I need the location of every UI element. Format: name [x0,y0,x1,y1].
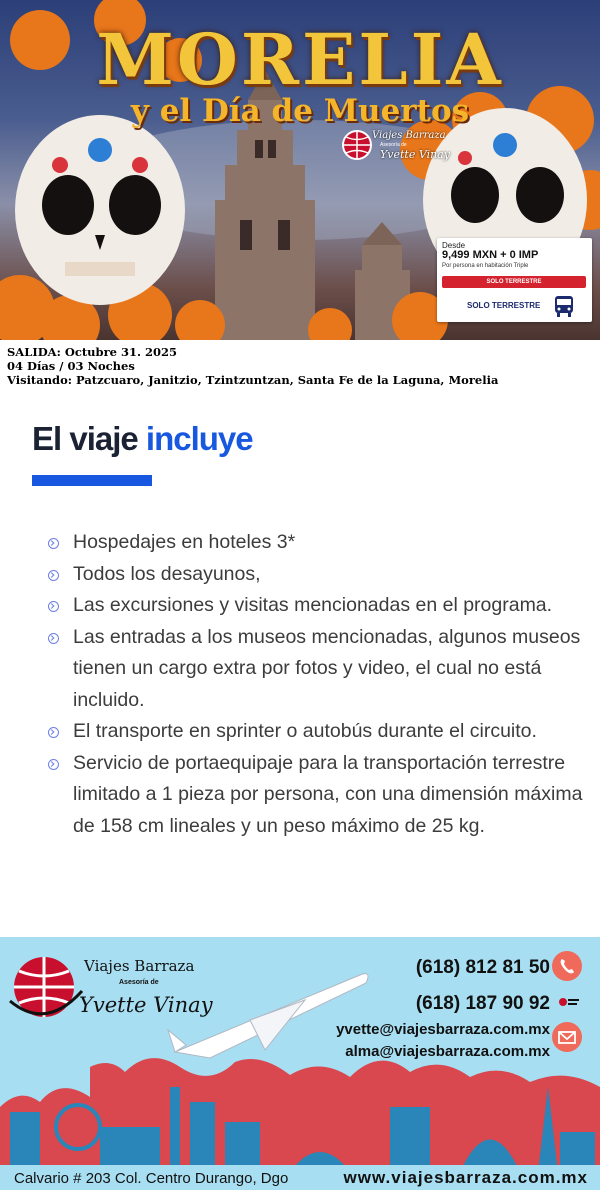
price-per-person: Por persona en habitación Triple [442,263,529,269]
mail-icon[interactable] [552,1022,582,1052]
list-item-text: Las excursiones y visitas mencionadas en el programa. [73,594,553,616]
hero-logo-sub: Asesoría de [380,142,407,148]
hero-subtitle: y el Día de Muertos [130,93,470,129]
chevron-bullet-icon [48,538,59,549]
footer-logo-name: Yvette Vinay [79,993,213,1017]
list-item [48,716,588,748]
list-item [48,590,588,622]
solo-terrestre-label: SOLO TERRESTRE [467,301,541,310]
includes-heading-part2: incluye [145,420,253,457]
chevron-bullet-icon [48,633,59,644]
phone-number-1[interactable]: (618) 812 81 50 [415,957,550,978]
hero-title: MORELIA [96,18,504,101]
globe-logo-icon [6,951,86,1031]
left-skull-illustration [15,115,185,305]
chevron-bullet-icon [48,570,59,581]
hero-banner [0,0,600,340]
chevron-bullet-icon [48,727,59,738]
footer-contact-banner [0,937,600,1190]
visiting-places: Visitando: Patzcuaro, Janitzio, Tzintzuntzan, Santa Fe de la Laguna, Morelia [7,373,499,387]
list-item-text: Hospedajes en hoteles 3* [73,531,296,553]
chevron-bullet-icon [48,601,59,612]
phone-number-2[interactable]: (618) 187 90 92 [415,993,550,1014]
price-card [437,238,592,322]
globe-logo-icon [340,128,374,162]
list-item-text: El transporte en sprinter o autobús durante el circuito. [73,720,537,742]
heading-underline [32,475,152,486]
phone-icon[interactable] [552,951,582,981]
includes-list [48,527,588,842]
departure-date: SALIDA: Octubre 31. 2025 [7,345,177,359]
trip-info [7,345,597,387]
hero-agency-logo [340,128,450,164]
hero-logo-brand: Viajes Barraza [372,130,446,141]
trip-duration: 04 Días / 03 Noches [7,359,135,373]
solo-terrestre-badge: SOLO TERRESTRE [442,276,586,288]
list-item [48,527,588,559]
list-item [48,748,588,843]
website-link[interactable]: www.viajesbarraza.com.mx [343,1168,588,1187]
footer-logo-brand: Viajes Barraza [84,957,195,975]
list-item [48,622,588,717]
chevron-bullet-icon [48,759,59,770]
email-1[interactable]: yvette@viajesbarraza.com.mx [336,1021,550,1038]
globe-logo-icon [558,995,580,1009]
price-desde-label: Desde [442,241,466,250]
list-item-text: Todos los desayunos, [73,562,261,585]
includes-heading [32,420,253,458]
list-item [48,559,588,591]
footer-address: Calvario # 203 Col. Centro Durango, Dgo [14,1170,289,1187]
list-item-text: Servicio de portaequipaje para la transportación terrestre limitado a 1 pieza por persona, con una dimensión máxima de 158 cm lineales y un peso máximo de 25 kg. [73,751,583,837]
price-amount: 9,499 MXN + 0 IMP [442,249,539,261]
includes-heading-part1: El viaje [32,420,138,457]
hero-logo-name: Yvette Vinay [380,148,450,161]
bus-icon [553,294,575,318]
list-item-text: Las entradas a los museos mencionadas, algunos museos tienen un cargo extra por fotos y video, el cual no está incluido. [73,625,581,711]
footer-logo-sub: Asesoría de [119,979,159,986]
footer-agency-logo [6,951,213,1031]
email-2[interactable]: alma@viajesbarraza.com.mx [345,1043,550,1060]
